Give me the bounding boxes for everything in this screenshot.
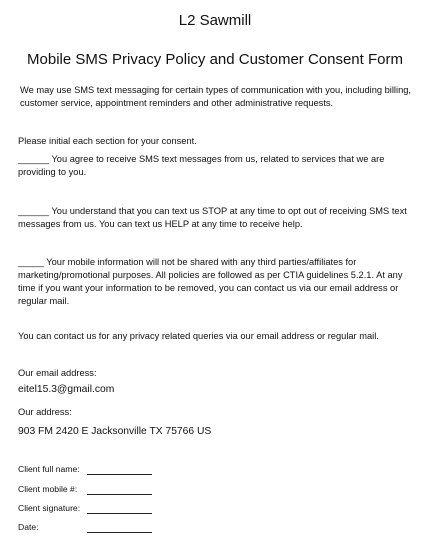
- email-label: Our email address:: [18, 368, 97, 378]
- intro-paragraph: We may use SMS text messaging for certain types of communication with you, including billing, customer service, appointment reminders and other administrative requests.: [20, 85, 411, 108]
- address-label: Our address:: [18, 407, 72, 417]
- initial-instruction: Please initial each section for your consent.: [18, 136, 197, 146]
- address-value: 903 FM 2420 E Jacksonville TX 75766 US: [18, 426, 212, 437]
- client-mobile-label: Client mobile #:: [18, 484, 78, 494]
- email-value: eitel15.3@gmail.com: [18, 384, 115, 395]
- document-title: Mobile SMS Privacy Policy and Customer Consent Form: [27, 51, 403, 68]
- consent-clause-privacy: _____ Your mobile information will not be shared with any third parties/affiliates for marketing/promotional purposes. All policies are followed as per CTIA guidelines 5.2.1. At any time if you want your information to be removed, you can contact us via our email address or regular mail.: [18, 257, 403, 306]
- client-full-name-label: Client full name:: [18, 464, 80, 474]
- client-mobile-field[interactable]: [87, 493, 152, 495]
- consent-clause-stop-help: ______ You understand that you can text us STOP at any time to opt out of receiving SMS text messages from us. You can text us HELP at any time to receive help.: [18, 206, 407, 229]
- client-signature-label: Client signature:: [18, 503, 81, 513]
- company-name: L2 Sawmill: [178, 12, 252, 29]
- client-signature-field[interactable]: [87, 512, 152, 514]
- date-field[interactable]: [87, 531, 152, 533]
- client-full-name-field[interactable]: [87, 473, 152, 475]
- consent-clause-receive-sms: ______ You agree to receive SMS text messages from us, related to services that we are providing to you.: [18, 154, 385, 177]
- contact-note: You can contact us for any privacy related queries via our email address or regular mail.: [18, 331, 379, 341]
- date-label: Date:: [18, 522, 39, 532]
